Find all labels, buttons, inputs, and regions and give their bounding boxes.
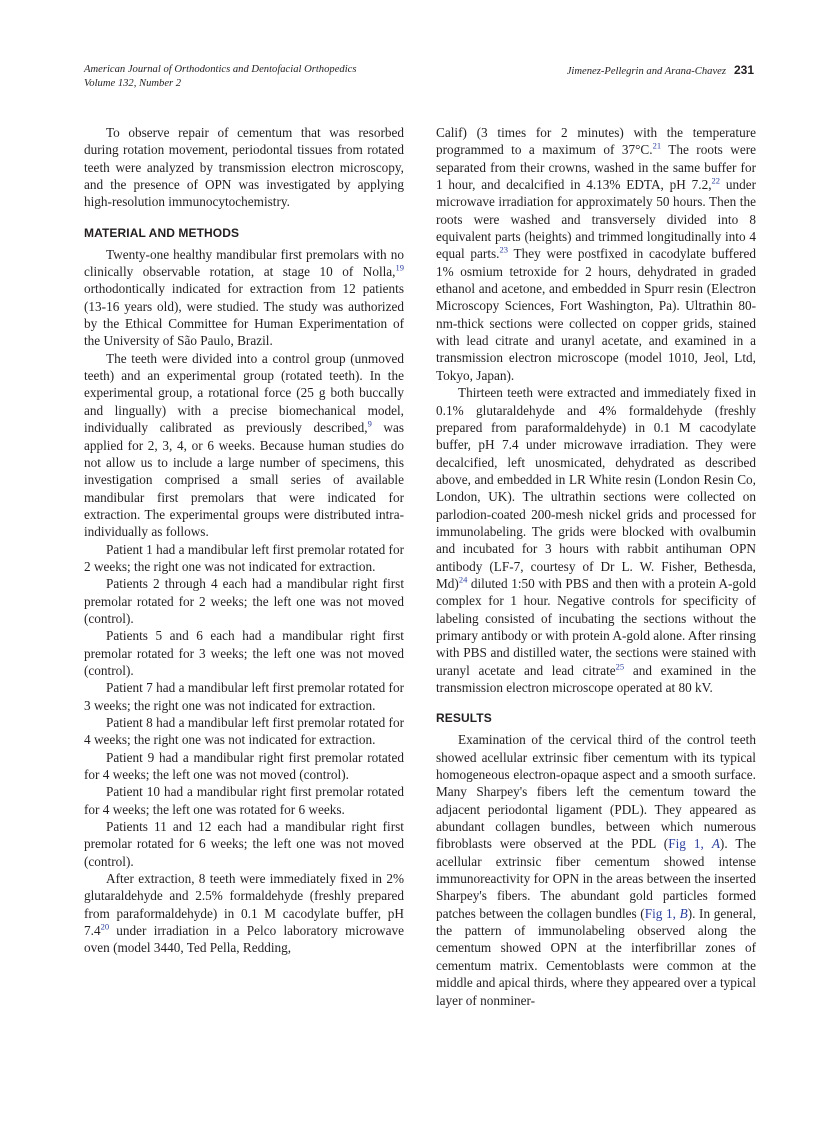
intro-paragraph: To observe repair of cementum that was resorbed during rotation movement, periodontal tissues from rotated teeth were analyzed by transmission electron microscopy, and the presence of OPN was investigated by applying high-resolution immunocytochemistry. xyxy=(84,125,404,210)
running-authors: Jimenez-Pellegrin and Arana-Chavez xyxy=(566,66,726,77)
text-run: was applied for 2, 3, 4, or 6 weeks. Because human studies do not allow us to include a large number of specimens, this investigation comprised a small series of available mandibular first premolars that were indicated for extraction. The experimental groups were distributed intra-individually as follows. xyxy=(84,420,404,540)
journal-info xyxy=(84,63,356,91)
patient-paragraph: Patient 1 had a mandibular left first premolar rotated for 2 weeks; the right one was not indicated for extraction. xyxy=(84,541,404,574)
text-run: Examination of the cervical third of the control teeth showed acellular extrinsic fiber cementum with its typical homogeneous electron-opaque aspect and a smooth surface. Many Sharpey's fibers left the cementum toward the adjacent periodontal ligament (PDL). They appeared as abundant collagen bundles, between which numerous fibroblasts were observed at the PDL ( xyxy=(436,732,756,852)
methods-heading: MATERIAL AND METHODS xyxy=(84,225,240,240)
reference-link[interactable]: 21 xyxy=(652,140,662,151)
figure-panel: B xyxy=(679,905,688,921)
journal-volume: Volume 132, Number 2 xyxy=(84,78,182,89)
results-paragraph-1 xyxy=(436,731,756,1009)
text-run: After extraction, 8 teeth were immediately fixed in 2% glutaraldehyde and 2.5% formaldehyde (freshly prepared from paraformaldehyde) in 0.1 M cacodylate buffer, pH 7.4 xyxy=(84,871,404,939)
patient-paragraph: Patient 10 had a mandibular right first premolar rotated for 4 weeks; the left one was rotated for 6 weeks. xyxy=(84,784,404,817)
text-run: under microwave irradiation for approximately 50 hours. Then the roots were washed and transversely divided into 8 equivalent parts (heights) and trimmed longitudinally into 4 equal parts. xyxy=(436,177,756,262)
text-run: Twenty-one healthy mandibular first premolars with no clinically observable rotation, at stage 10 of Nolla, xyxy=(84,246,404,280)
reference-link[interactable]: 9 xyxy=(367,418,372,429)
methods-paragraph-3 xyxy=(84,870,404,957)
reference-link[interactable]: 22 xyxy=(711,175,721,186)
reference-link[interactable]: 25 xyxy=(615,661,625,672)
text-run: Thirteen teeth were extracted and immediately fixed in 0.1% glutaraldehyde and 4% formaldehyde (freshly prepared from paraformaldehyde) in 0.1 M cacodylate buffer, pH 7.4 under microwave irradiation. They were decalcified, left unosmicated, dehydrated as described above, and embedded in LR White resin (London Resin Co, London, UK). The ultrathin sections were collected on parlodion-coated 200-mesh nickel grids and processed for immunolabeling. The grids were blocked with ovalbumin and incubated for 3 hours with rabbit antihuman OPN antibody (LF-7, courtesy of Dr L. W. Fisher, Bethesda, Md) xyxy=(436,385,756,591)
text-run: Calif) (3 times for 2 minutes) with the temperature programmed to a maximum of 37°C. xyxy=(436,125,756,158)
journal-title: American Journal of Orthodontics and Dentofacial Orthopedics xyxy=(84,64,357,75)
results-heading: RESULTS xyxy=(436,711,492,726)
text-run: ). The acellular extrinsic fiber cementum showed intense immunoreactivity for OPN in the areas between the inserted Sharpey's fibers. The abundant gold particles formed patches between the collagen bundles ( xyxy=(436,836,756,921)
immunolabeling-paragraph xyxy=(436,384,756,696)
patient-paragraph: Patient 7 had a mandibular left first premolar rotated for 3 weeks; the right one was not indicated for extraction. xyxy=(84,680,404,713)
text-run: ). In general, the pattern of immunolabeling observed along the cementum showed OPN at the interfibrillar zones of cementum matrix. Cementoblasts were common at the middle and apical thirds, where they appeared over a typical layer of nonminer- xyxy=(436,905,757,1008)
patient-paragraph: Patients 5 and 6 each had a mandibular right first premolar rotated for 3 weeks; the left one was not moved (control). xyxy=(84,628,404,678)
figure-panel: A xyxy=(711,836,720,852)
figure-link[interactable]: Fig 1, A xyxy=(668,836,720,852)
figure-label: Fig 1 xyxy=(668,836,701,852)
reference-link[interactable]: 23 xyxy=(499,245,508,255)
page-number: 231 xyxy=(733,63,754,77)
methods-paragraph-1 xyxy=(84,246,404,350)
figure-label: Fig 1 xyxy=(644,905,673,921)
author-page-info xyxy=(567,63,754,79)
methods-continued-paragraph xyxy=(436,124,756,384)
text-run: orthodontically indicated for extraction from 12 patients (13-16 years old), were studied. The study was authorized by the Ethical Committee for Human Experimentation of the University of São Paulo, Brazil. xyxy=(84,281,404,349)
text-run: They were postfixed in cacodylate buffered 1% osmium tetroxide for 2 hours, dehydrated in graded ethanol and acetone, and embedded in Spurr resin (Electron Microscopy Sciences, Fort Washington, Pa). Ultrathin 80-nm-thick sections were collected on copper grids, stained with lead citrate and uranyl acetate, and examined in a transmission electron microscope (model 1010, Jeol, Ltd, Tokyo, Japan). xyxy=(436,246,757,383)
patient-paragraph: Patients 11 and 12 each had a mandibular right first premolar rotated for 6 weeks; the left one was not moved (control). xyxy=(84,819,404,869)
text-run: The roots were separated from their crowns, washed in the same buffer for 1 hour, and decalcified in 4.13% EDTA, pH 7.2, xyxy=(436,142,756,193)
patient-paragraph: Patients 2 through 4 each had a mandibular right first premolar rotated for 2 weeks; the left one was not moved (control). xyxy=(84,576,404,626)
figure-link[interactable]: Fig 1, B xyxy=(644,905,688,921)
reference-link[interactable]: 19 xyxy=(395,262,404,273)
reference-link[interactable]: 20 xyxy=(100,921,110,932)
text-run: and examined in the transmission electron microscope operated at 80 kV. xyxy=(436,662,756,695)
methods-paragraph-2 xyxy=(84,350,404,541)
patient-paragraph: Patient 9 had a mandibular right first premolar rotated for 4 weeks; the left one was not moved (control). xyxy=(84,749,404,783)
text-run: The teeth were divided into a control group (unmoved teeth) and an experimental group (rotated teeth). In the experimental group, a rotational force (25 g both buccally and lingually) with a precise biomechanical model, individually calibrated as previously described, xyxy=(84,350,404,436)
reference-link[interactable]: 24 xyxy=(458,574,468,585)
right-column xyxy=(436,124,756,1009)
patient-paragraph: Patient 8 had a mandibular left first premolar rotated for 4 weeks; the right one was not indicated for extraction. xyxy=(84,715,404,748)
text-run: diluted 1:50 with PBS and then with a protein A-gold complex for 1 hour. Negative controls for specificity of labeling consisted of incubating the sections without the primary antibody or with protein A-gold alone. After rinsing with PBS and distilled water, the sections were stained with uranyl acetate and lead citrate xyxy=(436,575,756,678)
text-run: under irradiation in a Pelco laboratory microwave oven (model 3440, Ted Pella, Redding, xyxy=(84,923,404,956)
left-column xyxy=(84,124,404,957)
